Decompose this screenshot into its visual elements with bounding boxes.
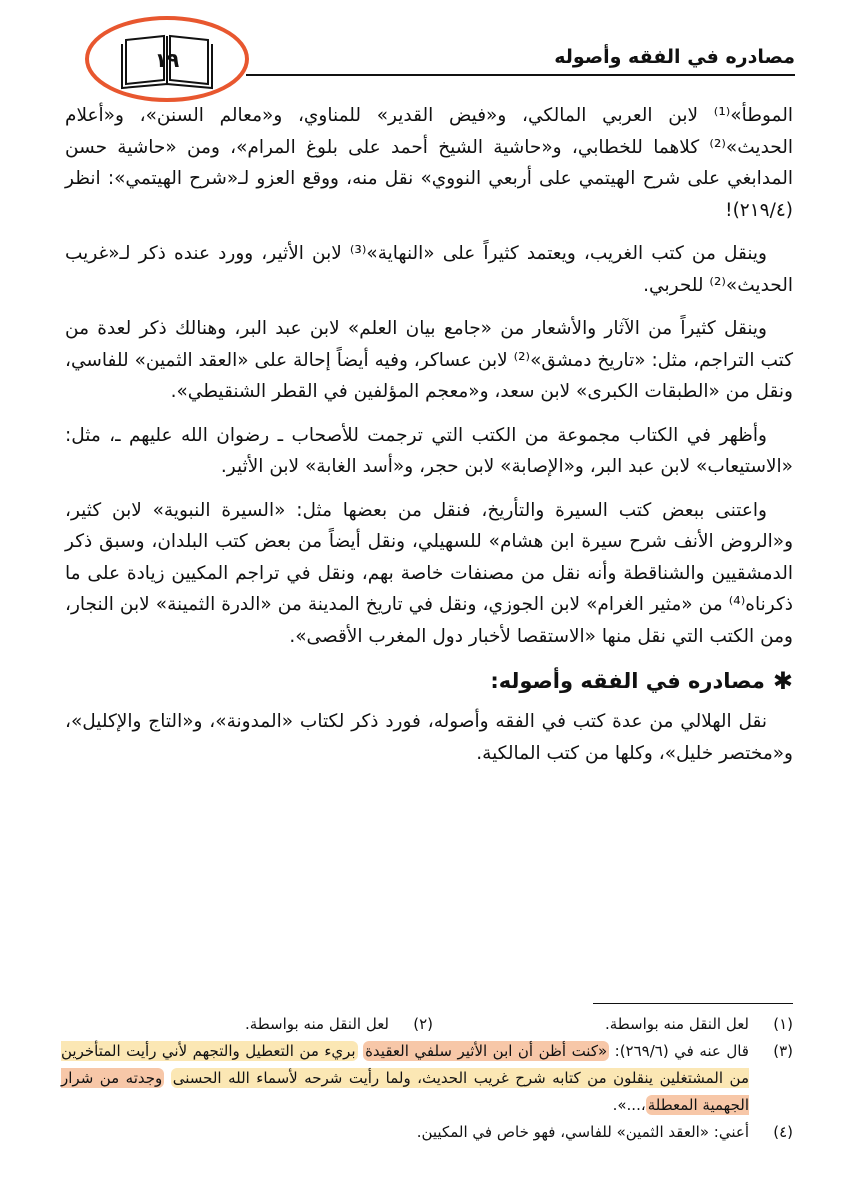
footnote-lead: قال عنه في (٢٦٩/٦): <box>614 1042 749 1060</box>
footnote-text <box>61 1038 749 1119</box>
highlighted-quote-red: «كنت أظن أن ابن الأثير سلفي العقيدة <box>365 1042 608 1060</box>
header-rule <box>246 74 795 76</box>
footnote-text: أعني: «العقد الثمين» للفاسي، فهو خاص في المكيين. <box>416 1123 749 1141</box>
page-number: ١٩ <box>154 48 180 72</box>
footnote-number: (٤) <box>773 1123 793 1141</box>
footnote-2 <box>73 1011 433 1038</box>
page-number-badge <box>84 14 250 104</box>
footnote-number: (٣) <box>773 1042 793 1060</box>
section-heading-text: مصادره في الفقه وأصوله: <box>490 669 765 693</box>
main-text <box>65 100 793 781</box>
paragraph: وينقل من كتب الغريب، ويعتمد كثيراً على «النهاية»⁽³⁾ لابن الأثير، وورد عنده ذكر لـ«غريب الحديث»⁽²⁾ للحربي. <box>65 243 793 296</box>
running-title: مصادره في الفقه وأصوله <box>554 46 795 68</box>
footnote-number: (١) <box>773 1015 793 1033</box>
asterisk-icon: ✱ <box>772 667 793 695</box>
paragraph: واعتنى ببعض كتب السيرة والتأريخ، فنقل من بعضها مثل: «السيرة النبوية» لابن كثير، و«الروض الأنف شرح سيرة ابن هشام» للسهيلي، ونقل أيضاً من بعض كتب البلدان، وسبق ذكر الدمشقيين والشناقطة وأنه نقل من مصنفات خاصة بهم، ونقل في تراجم المكيين زيادة على ما ذكرناه⁽⁴⁾ من «مثير الغرام» لابن الجوزي، ونقل في تاريخ المدينة من «الدرة الثمينة» لابن النجار، ومن الكتب التي نقل منها «الاستقصا لأخبار دول المغرب الأقصى». <box>65 499 793 647</box>
footnote-3 <box>61 1038 793 1119</box>
paragraph: وأظهر في الكتاب مجموعة من الكتب التي ترجمت للأصحاب ـ رضوان الله عليهم ـ، مثل: «الاستيعاب» لابن عبد البر، و«الإصابة» لابن حجر، و«أسد الغابة» لابن الأثير. <box>65 424 793 477</box>
footnote-number: (٢) <box>413 1015 433 1033</box>
highlighted-quote-yellow: بريء من التعطيل والتجهم لأني رأيت المتأخرين من المشتغلين ينقلون من كتابه شرح غريب الحديث، ولما رأيت شرحه لأسماء الله الحسنى <box>61 1042 749 1087</box>
footnote-4 <box>61 1119 793 1146</box>
footnotes <box>61 1011 793 1146</box>
footnote-separator <box>593 1003 793 1004</box>
paragraph: نقل الهلالي من عدة كتب في الفقه وأصوله، فورد ذكر لكتاب «المدونة»، و«التاج والإكليل»، و«مختصر خليل»، وكلها من كتب المالكية. <box>65 711 793 764</box>
footnote-row <box>61 1011 793 1038</box>
highlighted-quote-red: وجدته من شرار الجهمية المعطلة <box>61 1069 749 1114</box>
footnote-text: لعل النقل منه بواسطة. <box>244 1015 389 1033</box>
paragraph: وينقل كثيراً من الآثار والأشعار من «جامع بيان العلم» لابن عبد البر، وهنالك ذكر لعدة من كتب التراجم، مثل: «تاريخ دمشق»⁽²⁾ لابن عساكر، وفيه أيضاً إحالة على «العقد الثمين» للفاسي، ونقل من «الطبقات الكبرى» لابن سعد، و«معجم المؤلفين في القطر الشنقيطي». <box>65 318 794 402</box>
paragraph: الموطأ»⁽¹⁾ لابن العربي المالكي، و«فيض القدير» للمناوي، و«معالم السنن»، و«أعلام الحديث»⁽²⁾ كلاهما للخطابي، و«حاشية الشيخ أحمد على بلوغ المرام»، ومن «حاشية حسن المدابغي على شرح الهيتمي على أربعي النووي» نقل منه، ووقع العزو لـ«شرح الهيتمي»: انظر (٢١٩/٤)! <box>65 105 793 221</box>
footnote-text: لعل النقل منه بواسطة. <box>604 1015 749 1033</box>
footnote-tail: ،...». <box>612 1096 646 1114</box>
footnote-1 <box>433 1011 793 1038</box>
section-heading <box>65 664 793 698</box>
